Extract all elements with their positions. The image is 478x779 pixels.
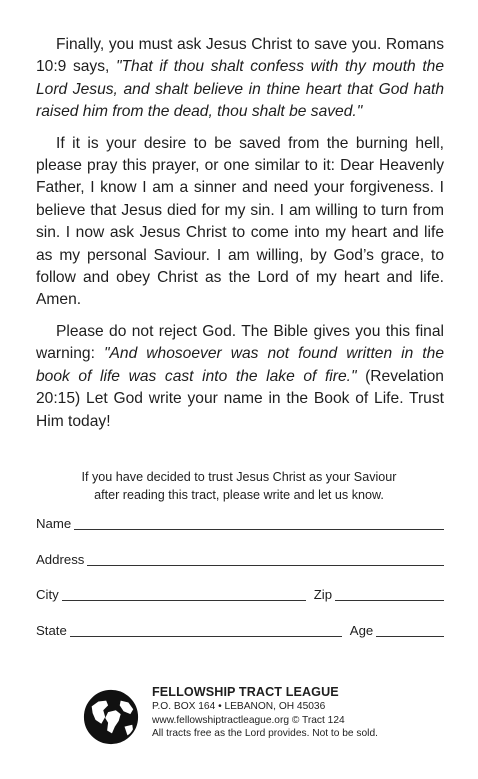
free-notice: All tracts free as the Lord provides. Not to be sold. — [152, 728, 378, 740]
response-form — [36, 515, 444, 657]
address-field[interactable] — [87, 551, 444, 566]
city-field[interactable] — [62, 586, 306, 601]
romans-10-9-quote: "That if thou shalt confess with thy mouth the Lord Jesus, and shalt believe in thine heart that God hath raised him from the dead, thou shalt be saved." — [36, 58, 444, 121]
name-field[interactable] — [74, 515, 444, 530]
mailing-address: P.O. BOX 164 • LEBANON, OH 45036 — [152, 701, 326, 712]
reply-note — [30, 468, 448, 504]
tract-body — [36, 34, 444, 442]
zip-field[interactable] — [335, 586, 444, 601]
name-row — [36, 515, 444, 551]
state-age-row — [36, 622, 444, 658]
zip-label: Zip — [313, 587, 333, 602]
name-label: Name — [36, 516, 72, 531]
paragraph-3-outro: (Revelation 20:15) Let God write your name in the Book of Life. Trust Him today! — [36, 367, 444, 430]
globe-logo-icon — [82, 688, 140, 746]
paragraph-1 — [36, 34, 444, 124]
reply-note-line-2: after reading this tract, please write and let us know. — [94, 488, 384, 502]
age-label: Age — [349, 622, 374, 638]
website-and-tract-number: www.fellowshiptractleague.org © Tract 124 — [152, 714, 345, 726]
paragraph-2-prayer: If it is your desire to be saved from the burning hell, please pray this prayer, or one similar to it: Dear Heavenly Father, I know I am a sinner and need your forgiveness. I believe that Jesus died for my sin. I am willing to turn from sin. I now ask Jesus Christ to come into my heart and life as my personal Saviour. I am willing, by God’s grace, to follow and obey Christ as the Lord of my heart and life. Amen. — [36, 134, 444, 309]
age-field[interactable] — [376, 622, 444, 637]
paragraph-1-intro: Finally, you must ask Jesus Christ to save you. Romans 10:9 says, — [36, 36, 444, 76]
publisher-footer — [82, 684, 422, 746]
footer-text — [152, 684, 378, 741]
city-zip-row — [36, 586, 444, 622]
paragraph-3 — [36, 321, 444, 433]
state-field[interactable] — [70, 622, 342, 637]
reply-note-line-1: If you have decided to trust Jesus Christ as your Saviour — [81, 470, 397, 484]
address-row — [36, 551, 444, 587]
revelation-20-15-quote: "And whosoever was not found written in the book of life was cast into the lake of fire." — [36, 345, 444, 385]
address-label: Address — [36, 551, 85, 567]
state-label: State — [36, 622, 67, 638]
paragraph-3-intro: Please do not reject God. The Bible gives you this final warning: — [36, 322, 444, 363]
city-label: City — [36, 587, 59, 602]
organization-name: FELLOWSHIP TRACT LEAGUE — [152, 685, 339, 699]
